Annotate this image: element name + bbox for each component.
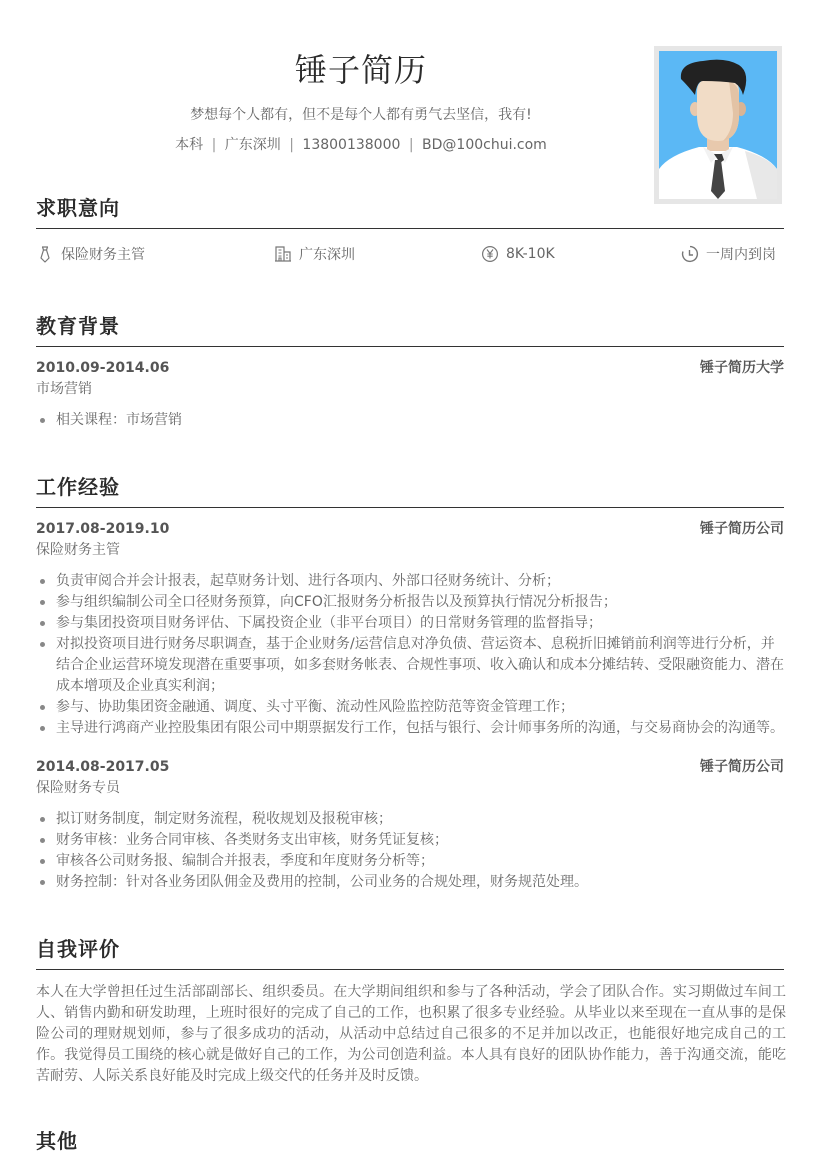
list-item: 负责审阅合并会计报表，起草财务计划、进行各项内、外部口径财务统计、分析； bbox=[36, 571, 786, 592]
separator: | bbox=[289, 137, 294, 153]
phone: 13800138000 bbox=[302, 137, 401, 153]
tie-icon bbox=[36, 245, 54, 263]
section-divider bbox=[36, 969, 784, 970]
intent-city: 广东深圳 bbox=[274, 243, 355, 265]
separator: | bbox=[408, 137, 414, 153]
work-duties bbox=[36, 809, 786, 893]
education-school: 锤子简历大学 bbox=[700, 360, 784, 376]
list-item: 财务控制：针对各业务团队佣金及费用的控制，公司业务的合规处理，财务规范处理。 bbox=[36, 872, 786, 893]
work-date: 2014.08-2017.05 bbox=[36, 759, 170, 775]
work-date: 2017.08-2019.10 bbox=[36, 521, 170, 537]
list-item: 参与、协助集团资金融通、调度、头寸平衡、流动性风险监控防范等资金管理工作； bbox=[36, 697, 786, 718]
work-role: 保险财务专员 bbox=[36, 780, 120, 796]
list-item: 主导进行鸿商产业控股集团有限公司中期票据发行工作，包括与银行、会计师事务所的沟通，与交易商协会的沟通等。 bbox=[36, 718, 786, 739]
job-intent-row bbox=[36, 243, 784, 265]
list-item: 参与组织编制公司全口径财务预算，向CFO汇报财务分析报告以及预算执行情况分析报告； bbox=[36, 592, 786, 613]
contact-line bbox=[150, 134, 572, 156]
list-item: 拟订财务制度，制定财务流程，税收规划及报税审核； bbox=[36, 809, 786, 830]
avatar-photo bbox=[654, 46, 782, 204]
location: 广东深圳 bbox=[224, 137, 281, 153]
section-title-self-evaluation: 自我评价 bbox=[36, 937, 120, 961]
self-evaluation-text: 本人在大学曾担任过生活部副部长、组织委员。在大学期间组织和参与了各种活动，学会了团队合作。实习期做过车间工人、销售内勤和研发助理，上班时很好的完成了自己的工作，也积累了很多专业经验。从毕业以来至现在一直从事的是保险公司的理财规划师，参与了很多成功的活动，从活动中总结过自己很多的不足并加以改正，也能很好地完成自己的工作。我觉得员工围绕的核心就是做好自己的工作，为公司创造利益。本人具有良好的团队协作能力，善于沟通交流，能吃苦耐劳、人际关系良好能及时完成上级交代的任务并及时反馈。 bbox=[36, 984, 786, 1084]
intent-salary: 8K-10K bbox=[481, 243, 555, 265]
section-divider bbox=[36, 346, 784, 347]
building-icon bbox=[274, 245, 292, 263]
work-company: 锤子简历公司 bbox=[700, 521, 784, 537]
section-title-intent: 求职意向 bbox=[36, 196, 120, 220]
candidate-name: 锤子简历 bbox=[294, 51, 427, 89]
separator: | bbox=[211, 137, 217, 153]
motto: 梦想每个人都有，但不是每个人都有勇气去坚信，我有! bbox=[190, 107, 532, 123]
section-title-other: 其他 bbox=[36, 1129, 78, 1153]
intent-position: 保险财务主管 bbox=[36, 243, 145, 265]
email: BD@100chui.com bbox=[422, 137, 547, 153]
list-item: 财务审核：业务合同审核、各类财务支出审核，财务凭证复核； bbox=[36, 830, 786, 851]
list-item: 相关课程：市场营销 bbox=[36, 410, 786, 431]
education-date: 2010.09-2014.06 bbox=[36, 360, 170, 376]
work-role: 保险财务主管 bbox=[36, 542, 120, 558]
yen-icon bbox=[481, 245, 499, 263]
list-item: 审核各公司财务报、编制合并报表，季度和年度财务分析等； bbox=[36, 851, 786, 872]
list-item: 参与集团投资项目财务评估、下属投资企业（非平台项目）的日常财务管理的监督指导； bbox=[36, 613, 786, 634]
work-duties bbox=[36, 571, 786, 739]
avatar-illustration-icon bbox=[659, 51, 777, 199]
education-details bbox=[36, 410, 786, 431]
resume-header bbox=[0, 0, 820, 210]
section-divider bbox=[36, 507, 784, 508]
section-divider bbox=[36, 228, 784, 229]
work-company: 锤子简历公司 bbox=[700, 759, 784, 775]
clock-icon bbox=[681, 245, 699, 263]
section-title-work: 工作经验 bbox=[36, 475, 120, 499]
degree: 本科 bbox=[175, 137, 204, 153]
section-title-education: 教育背景 bbox=[36, 314, 120, 338]
list-item: 对拟投资项目进行财务尽职调查，基于企业财务/运营信息对净负债、营运资本、息税折旧摊销前利润等进行分析，并结合企业运营环境发现潜在重要事项，如多套财务帐表、合规性事项、收入确认和成本分摊结转、受限融资能力、潜在成本增项及企业真实利润； bbox=[36, 634, 786, 697]
education-major: 市场营销 bbox=[36, 381, 92, 397]
intent-availability: 一周内到岗 bbox=[681, 243, 776, 265]
